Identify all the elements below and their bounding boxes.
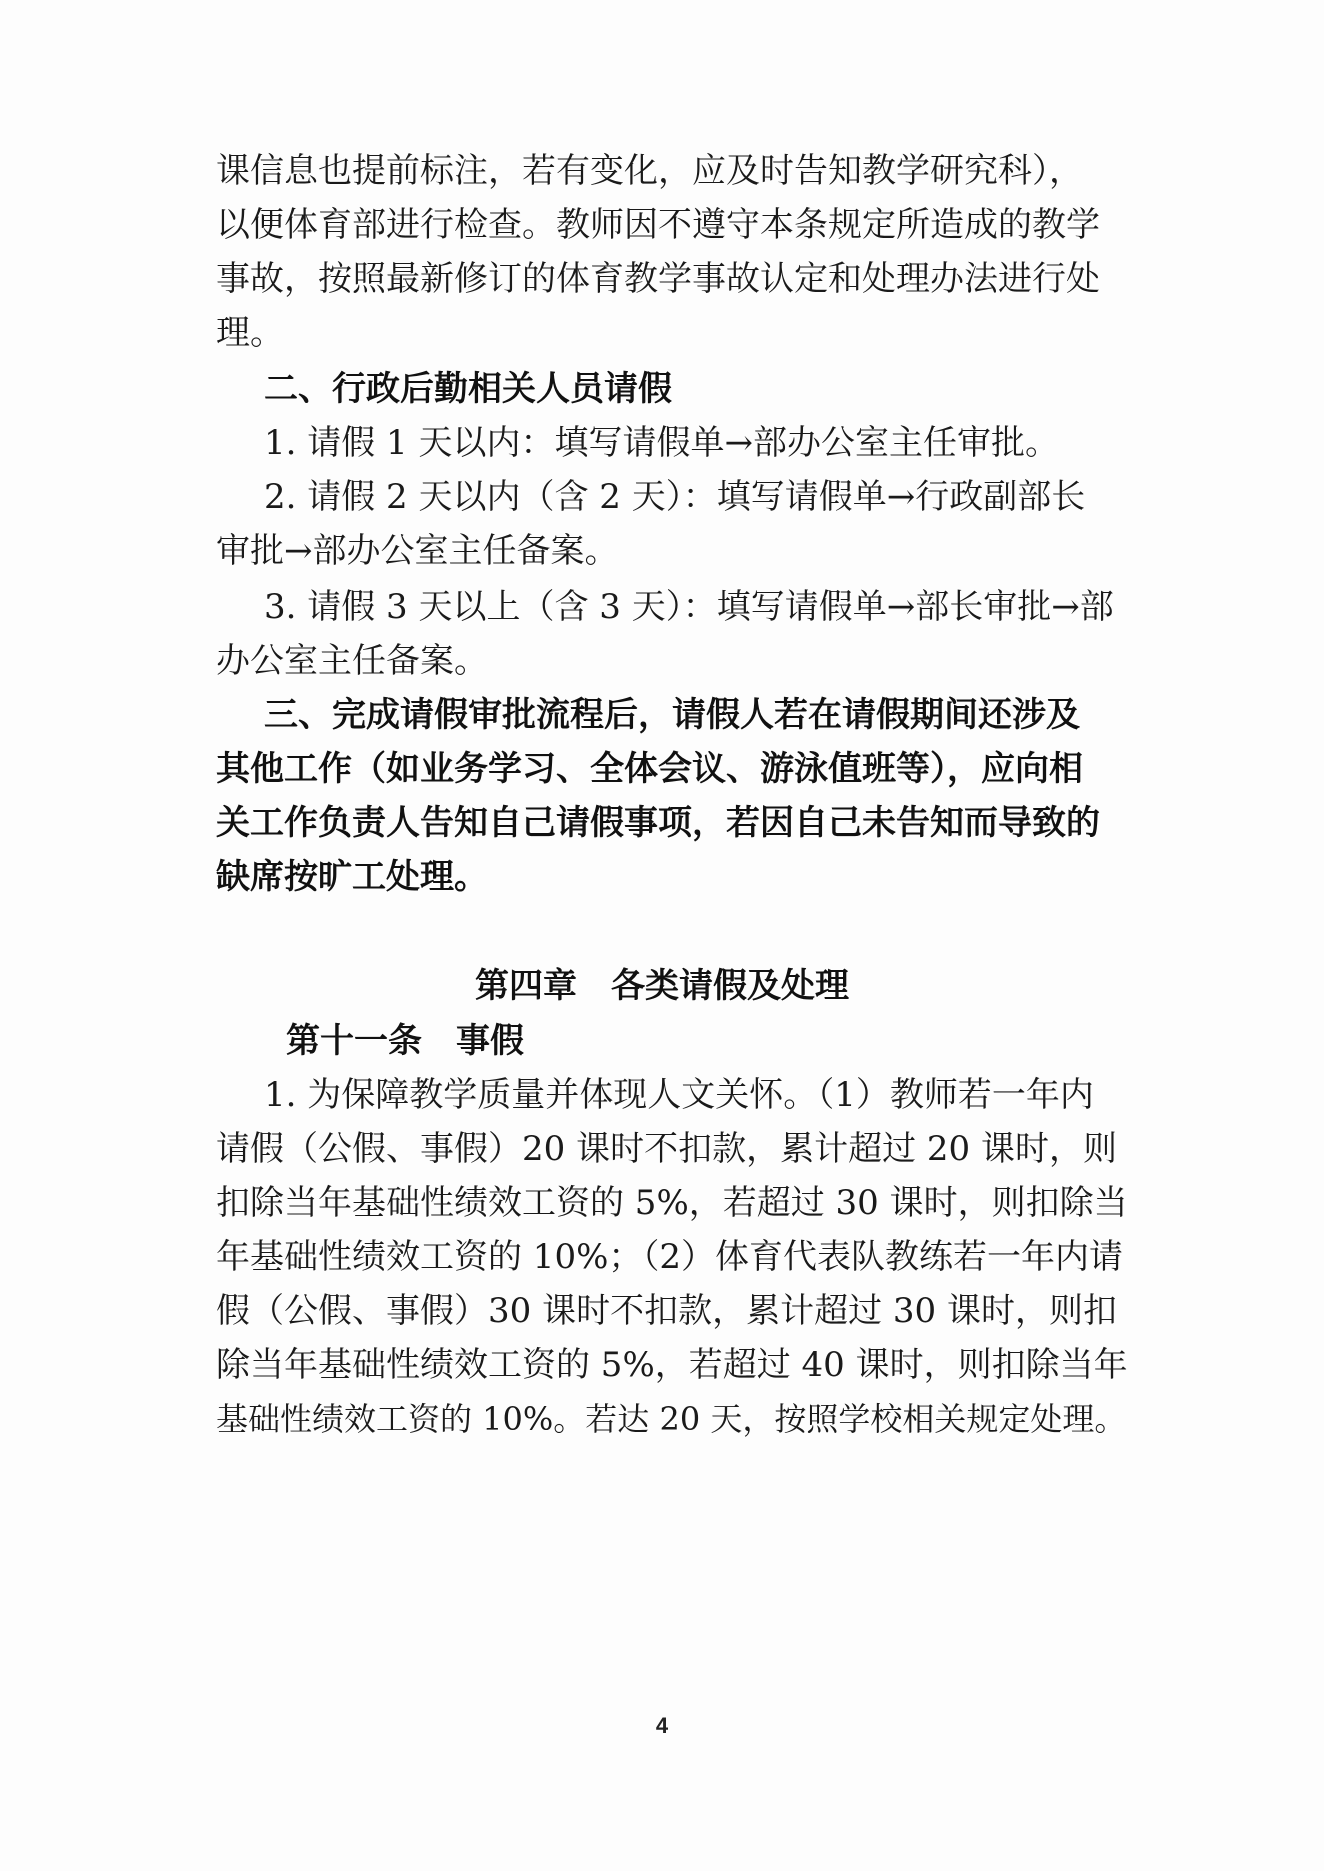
section-heading: 二、行政后勤相关人员请假 [264,369,672,409]
bold-paragraph-line: 三、完成请假审批流程后，请假人若在请假期间还涉及 [264,695,1080,735]
body-text-line: 年基础性绩效工资的 10%；（2）体育代表队教练若一年内请 [216,1237,1124,1277]
body-text-line: 1. 为保障教学质量并体现人文关怀。（1）教师若一年内 [264,1075,1094,1115]
list-item-continuation: 办公室主任备案。 [216,641,488,681]
body-text-line: 假（公假、事假）30 课时不扣款，累计超过 30 课时，则扣 [216,1291,1117,1331]
bold-paragraph-line: 其他工作（如业务学习、全体会议、游泳值班等），应向相 [216,749,1083,789]
body-text-line: 事故，按照最新修订的体育教学事故认定和处理办法进行处 [216,259,1100,299]
body-text-line: 课信息也提前标注，若有变化，应及时告知教学研究科）， [216,151,1083,191]
body-text-line: 请假（公假、事假）20 课时不扣款，累计超过 20 课时，则 [216,1129,1117,1169]
body-text-line: 扣除当年基础性绩效工资的 5%，若超过 30 课时，则扣除当 [216,1183,1128,1223]
list-item: 2. 请假 2 天以内（含 2 天）：填写请假单→行政副部长 [264,477,1086,517]
body-text-line: 理。 [216,313,284,353]
article-title: 第十一条 事假 [286,1021,524,1061]
body-text-line: 除当年基础性绩效工资的 5%，若超过 40 课时，则扣除当年 [216,1345,1128,1385]
list-item: 3. 请假 3 天以上（含 3 天）：填写请假单→部长审批→部 [264,587,1114,627]
page-number: 4 [655,1713,669,1738]
bold-paragraph-line: 缺席按旷工处理。 [216,857,488,897]
bold-paragraph-line: 关工作负责人告知自己请假事项，若因自己未告知而导致的 [216,803,1100,843]
list-item: 1. 请假 1 天以内：填写请假单→部办公室主任审批。 [264,423,1059,463]
body-text-line: 以便体育部进行检查。教师因不遵守本条规定所造成的教学 [216,205,1100,245]
chapter-title: 第四章 各类请假及处理 [475,966,849,1006]
list-item-continuation: 审批→部办公室主任备案。 [216,531,619,571]
body-text-line: 基础性绩效工资的 10%。若达 20 天，按照学校相关规定处理。 [216,1400,1127,1438]
